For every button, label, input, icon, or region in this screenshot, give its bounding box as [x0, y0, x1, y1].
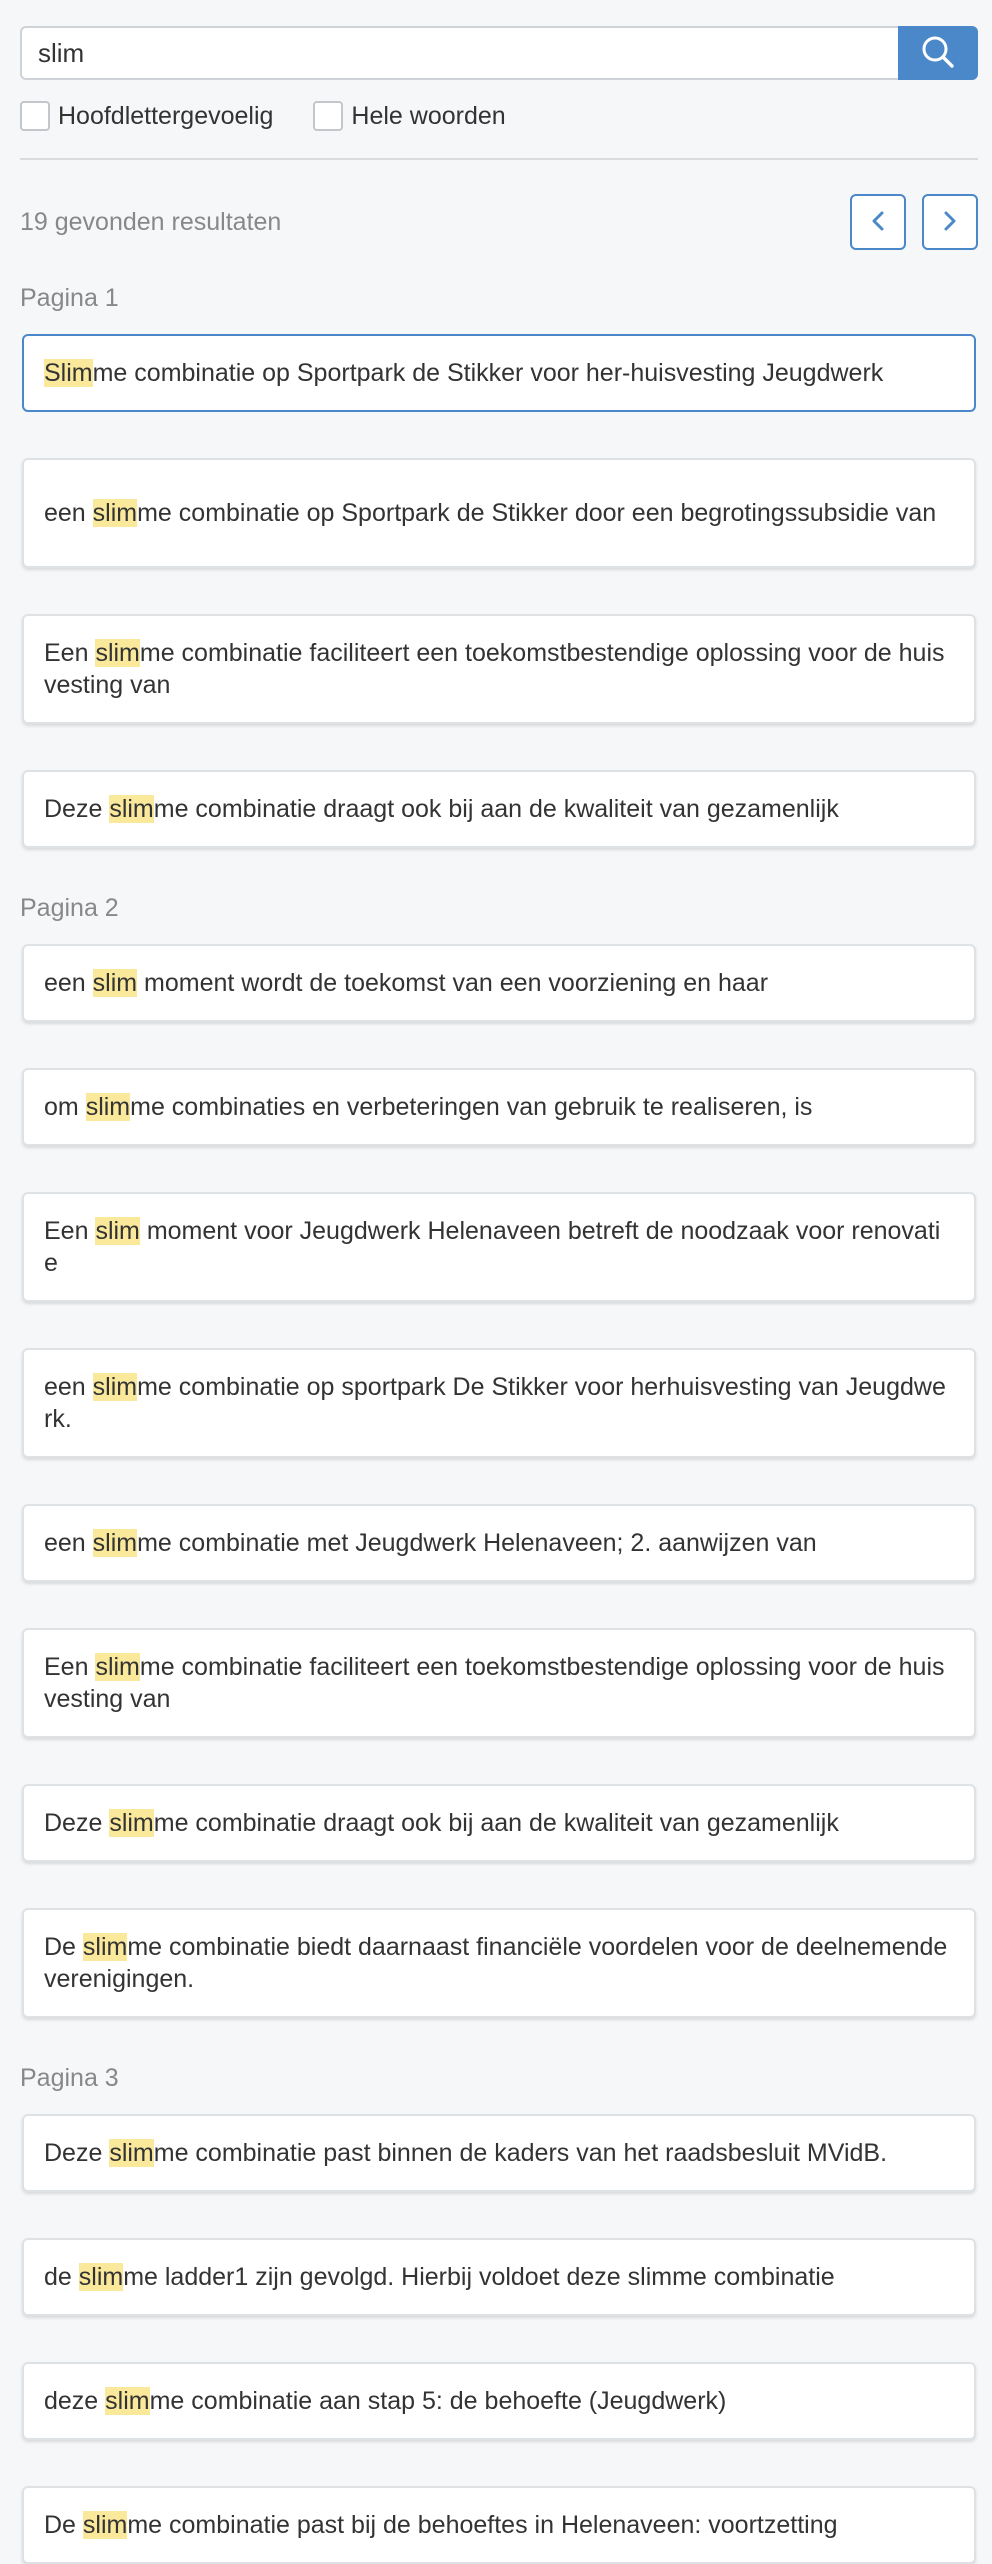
result-text: [44, 1807, 954, 1839]
search-bar: [20, 26, 978, 80]
result-match-highlight: slim: [92, 499, 138, 527]
search-result[interactable]: [22, 1068, 976, 1146]
result-text: [44, 967, 954, 999]
result-text-before: deze: [44, 2387, 106, 2415]
result-page-group: [20, 892, 978, 2018]
result-text: [44, 1215, 954, 1279]
result-match-highlight: slim: [109, 795, 154, 823]
search-result[interactable]: [22, 1504, 976, 1582]
result-text-after: me combinatie draagt ook bij aan de kwaliteit van gezamenlijk: [153, 1809, 839, 1837]
result-page-group: [20, 282, 978, 848]
results-header: [20, 194, 978, 250]
results-count: 19 gevonden resultaten: [20, 207, 282, 236]
result-text-before: de: [44, 2263, 79, 2291]
chevron-right-icon: [938, 209, 962, 236]
result-match-highlight: slim: [95, 639, 140, 667]
result-text: [44, 1371, 954, 1435]
result-match-highlight: slim: [82, 2511, 128, 2539]
result-navigation: [850, 194, 978, 250]
search-result[interactable]: [22, 1348, 976, 1458]
result-text-after: me combinatie faciliteert een toekomstbestendige oplossing voor de huis vesting van: [44, 1653, 945, 1713]
previous-result-button[interactable]: [850, 194, 906, 250]
result-text-before: De: [44, 2511, 83, 2539]
result-text-before: een: [44, 969, 93, 997]
result-text-before: een: [44, 1373, 93, 1401]
search-result[interactable]: [22, 334, 976, 412]
result-text-after: me combinatie op Sportpark de Stikker voor her-huisvesting Jeugdwerk: [92, 359, 884, 387]
result-text-before: om: [44, 1093, 86, 1121]
result-match-highlight: Slim: [44, 359, 93, 387]
page-label: Pagina 1: [20, 284, 119, 312]
result-match-highlight: slim: [105, 2387, 150, 2415]
result-match-highlight: slim: [92, 1373, 138, 1401]
result-text-after: me combinatie past bij de behoeftes in Helenaveen: voortzetting: [127, 2511, 838, 2539]
case-sensitive-option[interactable]: [20, 101, 273, 131]
result-text-before: Een: [44, 639, 96, 667]
result-text-after: me combinatie met Jeugdwerk Helenaveen; 2. aanwijzen van: [137, 1529, 817, 1557]
chevron-left-icon: [866, 209, 890, 236]
result-text-after: me ladder1 zijn gevolgd. Hierbij voldoet deze slimme combinatie: [123, 2263, 835, 2291]
result-match-highlight: slim: [95, 1653, 140, 1681]
search-input[interactable]: [20, 26, 898, 80]
case-sensitive-checkbox[interactable]: [20, 101, 50, 131]
result-text-after: me combinatie faciliteert een toekomstbestendige oplossing voor de huis vesting van: [44, 639, 945, 699]
result-match-highlight: slim: [78, 2263, 124, 2291]
results-list: [20, 282, 978, 2564]
search-result[interactable]: [22, 2362, 976, 2440]
result-text: [44, 497, 954, 529]
result-text-after: me combinaties en verbeteringen van gebruik te realiseren, is: [130, 1093, 813, 1121]
result-text: [44, 357, 954, 389]
search-result[interactable]: [22, 2114, 976, 2192]
result-text-before: een: [44, 499, 93, 527]
search-result[interactable]: [22, 458, 976, 568]
result-match-highlight: slim: [82, 1933, 128, 1961]
result-text-before: Deze: [44, 795, 110, 823]
result-text-before: een: [44, 1529, 93, 1557]
result-text-before: Deze: [44, 2139, 110, 2167]
result-text: [44, 637, 954, 701]
result-text-after: me combinatie op sportpark De Stikker voor herhuisvesting van Jeugdwe rk.: [44, 1373, 946, 1433]
search-result[interactable]: [22, 2238, 976, 2316]
page-label: Pagina 3: [20, 2064, 119, 2092]
result-text-after: me combinatie draagt ook bij aan de kwaliteit van gezamenlijk: [153, 795, 839, 823]
whole-words-option[interactable]: [313, 101, 505, 131]
whole-words-checkbox[interactable]: [313, 101, 343, 131]
result-text: [44, 2385, 954, 2417]
result-text: [44, 2261, 954, 2293]
result-text-after: moment voor Jeugdwerk Helenaveen betreft de noodzaak voor renovati e: [44, 1217, 941, 1277]
result-match-highlight: slim: [95, 1217, 140, 1245]
result-text-before: De: [44, 1933, 83, 1961]
search-icon: [921, 35, 955, 72]
search-result[interactable]: [22, 1192, 976, 1302]
result-text: [44, 793, 954, 825]
search-result[interactable]: [22, 1784, 976, 1862]
search-result[interactable]: [22, 2486, 976, 2564]
search-result[interactable]: [22, 944, 976, 1022]
result-match-highlight: slim: [109, 2139, 154, 2167]
result-text-after: me combinatie past binnen de kaders van het raadsbesluit MVidB.: [153, 2139, 888, 2167]
result-match-highlight: slim: [109, 1809, 154, 1837]
search-options: [20, 100, 978, 132]
result-text-before: Deze: [44, 1809, 110, 1837]
result-text: [44, 1651, 954, 1715]
result-text-before: Een: [44, 1217, 96, 1245]
result-text: [44, 1931, 954, 1995]
next-result-button[interactable]: [922, 194, 978, 250]
page-label: Pagina 2: [20, 894, 119, 922]
divider: [20, 158, 978, 160]
result-text-after: me combinatie aan stap 5: de behoefte (Jeugdwerk): [149, 2387, 727, 2415]
search-result[interactable]: [22, 1908, 976, 2018]
result-text-before: Een: [44, 1653, 96, 1681]
result-match-highlight: slim: [85, 1093, 131, 1121]
search-button[interactable]: [898, 26, 978, 80]
result-page-group: [20, 2062, 978, 2564]
result-match-highlight: slim: [92, 969, 138, 997]
result-text-after: me combinatie biedt daarnaast financiële voordelen voor de deelnemende verenigingen.: [44, 1933, 948, 1993]
result-text-after: moment wordt de toekomst van een voorziening en haar: [137, 969, 769, 997]
result-text: [44, 1091, 954, 1123]
search-result[interactable]: [22, 1628, 976, 1738]
case-sensitive-label: Hoofdlettergevoelig: [58, 101, 274, 130]
result-text: [44, 1527, 954, 1559]
result-text-after: me combinatie op Sportpark de Stikker door een begrotingssubsidie van: [137, 499, 937, 527]
result-match-highlight: slim: [92, 1529, 138, 1557]
search-result[interactable]: [22, 614, 976, 724]
search-panel: [20, 26, 978, 2564]
whole-words-label: Hele woorden: [351, 101, 506, 130]
result-text: [44, 2137, 954, 2169]
search-result[interactable]: [22, 770, 976, 848]
